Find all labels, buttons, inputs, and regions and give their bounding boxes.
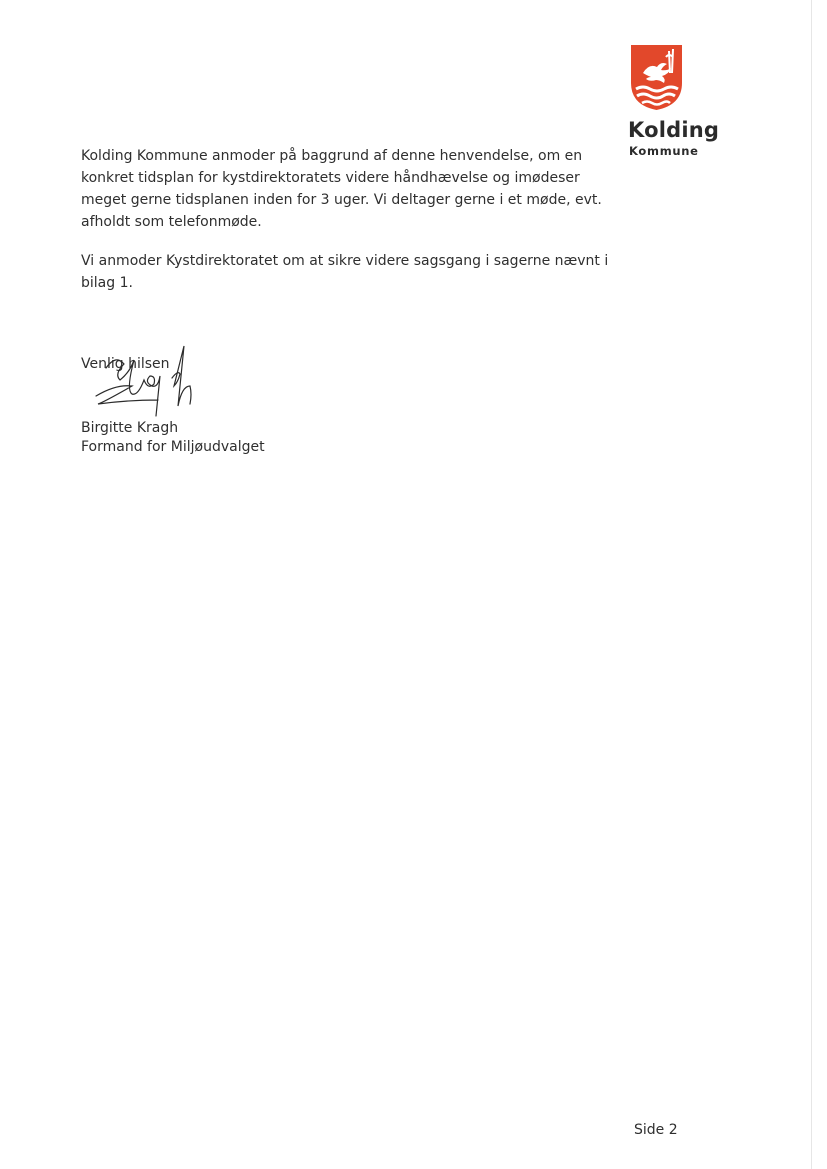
body-paragraph-2: Vi anmoder Kystdirektoratet om at sikre videre sagsgang i sagerne nævnt i bilag 1. <box>81 253 609 291</box>
signer-title: Formand for Miljøudvalget <box>81 439 265 455</box>
letterhead-logo <box>628 43 738 163</box>
signer-name: Birgitte Kragh <box>81 420 179 436</box>
closing-greeting: Venlig hilsen <box>81 356 170 372</box>
page-number: Side 2 <box>634 1122 678 1138</box>
page-edge-line <box>811 0 812 1169</box>
body-paragraph-1: Kolding Kommune anmoder på baggrund af denne henvendelse, om en konkret tidsplan for kystdirektoratets videre håndhævelse og imødeser meget gerne tidsplanen inden for 3 uger. Vi deltager gerne i et møde, evt. afholdt som telefonmøde. <box>81 148 602 230</box>
org-name: Kolding <box>628 118 720 142</box>
kolding-coat-of-arms-icon <box>629 43 684 111</box>
org-subtitle: Kommune <box>629 144 699 158</box>
